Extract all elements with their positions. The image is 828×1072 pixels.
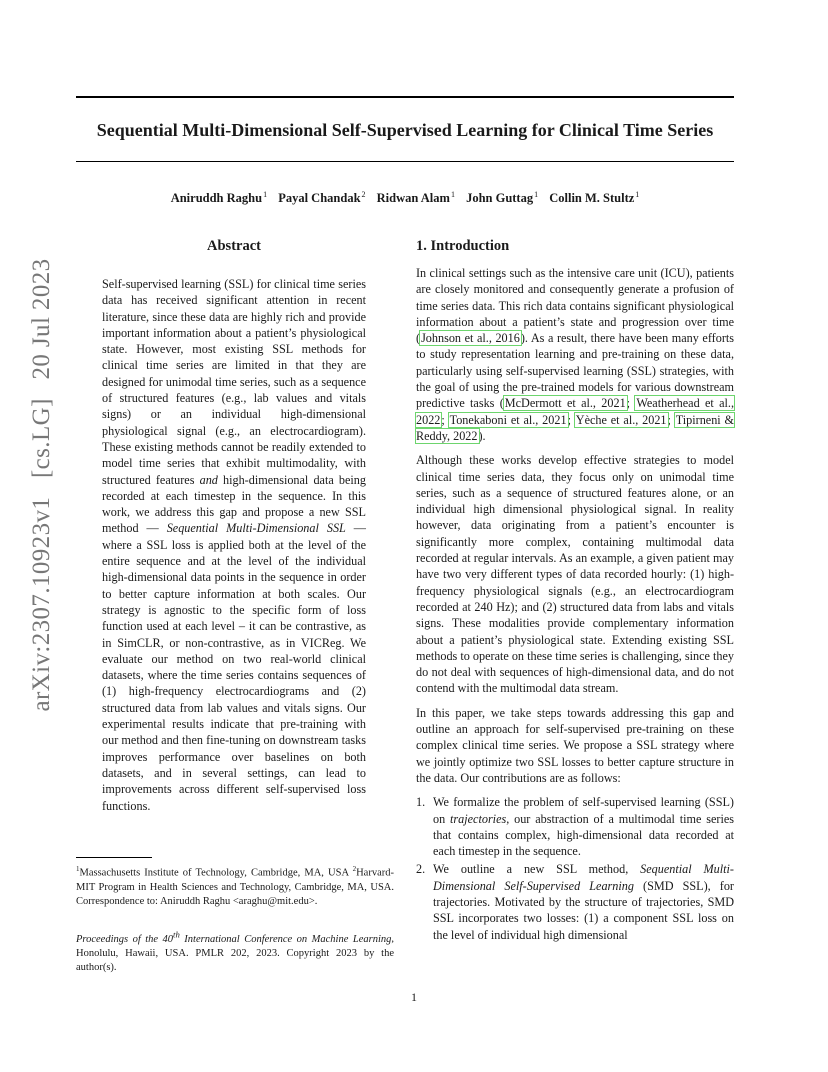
arxiv-date: 20 Jul 2023 — [28, 258, 55, 380]
affiliation-mark: 1 — [450, 190, 455, 199]
intro-text-part: ). As a result, there have been many efforts to study representation learning and pre-training on these data, particularly using self-supervised learning (SSL) strategies, with the goal of using the pre-trained models for various downstream predictive tasks ( — [416, 331, 735, 411]
list-text: , our abstraction of a multimodal time series that contains complex, high-dimensional data recorded at each timestep in the sequence. — [433, 811, 735, 859]
introduction-column — [416, 236, 734, 945]
intro-paragraph-1: In clinical settings such as the intensive care unit (ICU), patients are closely monitored and consequently generate a profusion of time series data. This rich data contains significant physiological information about a patient’s state and progression over time (Johnson et al., 2016). As a result, there have been many efforts to study representation learning and pre-training on these data, particularly using self-supervised learning (SSL) strategies, with the goal of using the pre-trained models for various downstream predictive tasks (McDermott et al., 2021; Weatherhead et al., 2022; Tonekaboni et al., 2021; Yèche et al., 2021; Tipirneni & Reddy, 2022). — [416, 266, 735, 443]
proceedings-number: 40 — [162, 933, 174, 945]
title-bottom-rule — [76, 161, 734, 162]
abstract-text-part: Self-supervised learning (SSL) for clinical time series data has received significant attention in recent literature, since these data are highly rich and provide important information about a patient’s physiological state. However, most existing SSL methods for clinical time series are limited in that they are designed for unimodal time series, such as a sequence of structured features (e.g., lab values and vitals signs) or an individual high-dimensional physiological signal (e.g., an electrocardiogram). These existing methods cannot be readily extended to model time series that exhibit multimodality, with structured features — [102, 277, 366, 487]
footnote-rule — [76, 857, 152, 858]
affiliation-mark: 2 — [361, 190, 366, 199]
abstract-text — [102, 276, 366, 814]
affiliation-mark: 1 — [534, 190, 539, 199]
citation-link[interactable]: Tipirneni & Reddy, 2022 — [416, 412, 734, 443]
list-number: 1. — [416, 795, 426, 810]
abstract-text-part: — where a SSL loss is applied both at the level of the entire sequence and at the level of the individual high-dimensional data points in the sequence in order to better capture information at both scales. Our strategy is agnostic to the specific form of loss function used at each level – it can be contrastive, as in SimCLR, or non-contrastive, as in VICReg. We evaluate our method on two real-world clinical datasets, where the time series contains sequences of (1) high-frequency electrocardiograms and (2) structured data from lab values and vitals signs. Our experimental results indicate that pre-training with our method and then fine-tuning on downstream tasks improves performance over baselines on both datasets, and in several settings, can lead to improvements across different self-supervised loss functions. — [102, 521, 366, 813]
footnote-text: Massachusetts Institute of Technology, Cambridge, MA, USA — [79, 867, 353, 879]
citation-link[interactable]: McDermott et al., 2021 — [504, 396, 626, 411]
method-name-emphasis: Sequential Multi-Dimensional SSL — [166, 521, 346, 536]
list-text: We formalize the problem of self-supervised learning (SSL) on — [433, 795, 734, 826]
arxiv-id: arXiv:2307.10923v1 — [28, 496, 55, 712]
author-name: Collin M. Stultz — [549, 191, 635, 206]
proceedings-text: Proceedings of the — [76, 933, 163, 945]
author — [549, 190, 639, 206]
list-emphasis: trajectories — [450, 811, 507, 826]
abstract-text-part: high-dimensional data being recorded at each timestep in the sequence. In this work, we address this gap and propose a new SSL method — — [102, 472, 366, 536]
proceedings-text: , Honolulu, Hawaii, USA. PMLR 202, 2023. Copyright 2023 by the author(s). — [76, 933, 394, 973]
arxiv-category: [cs.LG] — [28, 398, 55, 479]
page-number: 1 — [411, 990, 417, 1004]
author — [171, 190, 267, 206]
citation-link[interactable]: Yèche et al., 2021 — [575, 412, 667, 427]
top-rule — [76, 96, 734, 98]
abstract-heading: Abstract — [207, 238, 261, 254]
contributions-list — [416, 794, 734, 943]
footnote-text: Harvard-MIT Program in Health Sciences and Technology, Cambridge, MA, USA. Correspondence to: Aniruddh Raghu <araghu@mit.edu>. — [76, 867, 394, 907]
author-name: Ridwan Alam — [376, 191, 450, 206]
arxiv-identifier[interactable] — [28, 252, 56, 717]
list-emphasis: Sequential Multi-Dimensional Self-Supervised Learning — [433, 862, 734, 893]
author — [278, 190, 365, 206]
footnote-mark: 2 — [352, 865, 357, 873]
citation-link[interactable]: Johnson et al., 2016 — [421, 331, 520, 346]
introduction-heading: 1. Introduction — [416, 238, 510, 254]
list-number: 2. — [416, 862, 426, 877]
intro-text-part: In clinical settings such as the intensive care unit (ICU), patients are closely monitored and consequently generate a profusion of time series data. This rich data contains significant physiological information about a patient’s state and progression over time ( — [416, 266, 734, 346]
list-item — [416, 794, 734, 859]
author-name: Payal Chandak — [278, 191, 361, 206]
author — [466, 190, 538, 206]
list-item — [416, 861, 734, 942]
author — [377, 190, 455, 206]
proceedings-note — [76, 927, 394, 975]
list-text: We outline a new SSL method, — [433, 862, 641, 877]
footnote-mark: 1 — [76, 865, 80, 873]
proceedings-text: International Conference on Machine Learning — [179, 933, 392, 945]
affiliations-footnote — [76, 862, 394, 909]
list-text: (SMD SSL), for trajectories. Motivated by the structure of trajectories, SMD SSL incorporates two losses: (1) a component SSL loss on the level of individual high dimensional — [433, 878, 734, 942]
paper-title: Sequential Multi-Dimensional Self-Supervised Learning for Clinical Time Series — [96, 120, 714, 140]
author-list — [76, 190, 734, 206]
citation-link[interactable]: Tonekaboni et al., 2021 — [449, 412, 567, 427]
author-name: Aniruddh Raghu — [170, 191, 263, 206]
author-name: John Guttag — [466, 191, 534, 206]
intro-paragraph-3: In this paper, we take steps towards addressing this gap and outline an approach for self-supervised pre-training on these complex clinical time series. We propose a SSL strategy where we jointly optimize two SSL losses to better capture structure in the data. Our contributions are as follows: — [416, 705, 734, 785]
intro-paragraph-2: Although these works develop effective strategies to model clinical time series data, they focus only on unimodal time series, such as a sequence of structured features alone, or an individual high dimensional physiological signal. In reality however, data originating from a patient’s encounter is significantly more complex, containing multimodal data recorded at regular intervals. As an example, a given patient may have two very different types of data recorded hourly: (1) high-frequency physiological signals (e.g., an electrocardiogram recorded at 240 Hz); and (2) structured data from labs and vitals signs. These modalities provide complementary information about a patient’s physiological state. Extending existing SSL methods to operate on these time series is challenging, since they do not deal with sequences of high-dimensional data, and do not contend with the multimodal data stream. — [416, 453, 734, 696]
abstract-column — [102, 236, 366, 814]
citation-link[interactable]: Weatherhead et al., 2022 — [416, 396, 734, 427]
proceedings-ordinal: th — [173, 929, 180, 939]
affiliation-mark: 1 — [263, 190, 268, 199]
affiliation-mark: 1 — [635, 190, 640, 199]
intro-text-part: ). — [478, 428, 486, 443]
abstract-emphasis: and — [199, 472, 218, 487]
